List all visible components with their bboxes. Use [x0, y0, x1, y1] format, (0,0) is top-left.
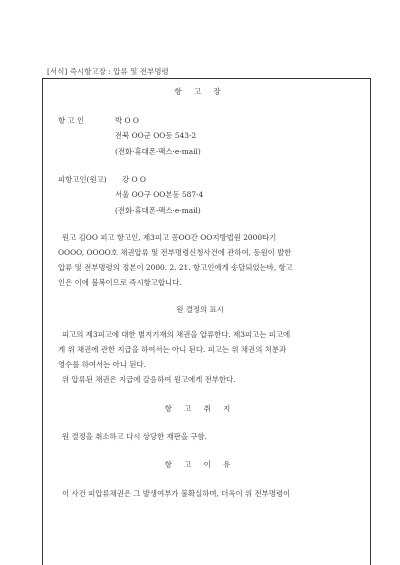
appellant-contact: (전화·휴대폰·팩스·e-mail) — [115, 147, 201, 156]
intro-line: 압류 및 전부명령의 정본이 2000. 2. 21. 항고인에게 송달되었는바, 항고 — [58, 263, 293, 272]
section1-line: 피고의 제3피고에 대한 별지기재의 채권을 압류한다. 제3피고는 피고에 — [62, 330, 291, 339]
section2-line: 원 결정을 취소하고 다시 상당한 재판을 구함. — [62, 432, 207, 441]
appellee-contact: (전화·휴대폰·팩스·e-mail) — [115, 206, 201, 215]
section1-line: 게 위 채권에 관한 지급을 하여서는 아니 된다. 피고는 위 채권의 처분과 — [58, 345, 287, 354]
intro-line: OOOO, OOOO호 채권압류 및 전부명령신청사건에 관하여, 동원이 발한 — [58, 248, 292, 257]
intro-line: 인은 이에 불복이므로 즉시항고합니다. — [58, 278, 182, 287]
document-title: 항 고 장 — [174, 87, 226, 96]
appellee-name: 강 O O — [122, 175, 146, 184]
appellee-label: 피항고인(원고) — [58, 175, 107, 184]
appellant-label: 항 고 인 — [58, 116, 85, 125]
appellant-name: 박 O O — [115, 116, 139, 125]
intro-line: 원고 김OO 피고 항고인, 제3피고 꽁OO간 OO지방법원 2000타기 — [62, 233, 277, 242]
section1-line: 영수를 하여서는 아니 된다. — [58, 360, 146, 369]
form-caption: [서식] 즉시항고장 : 압류 및 전부명령 — [47, 67, 169, 76]
section3-line: 이 사건 피압류채권은 그 발생여부가 불확실하며, 더욱이 위 전부명령이 — [62, 489, 291, 498]
section-heading-appeal-purpose: 항 고 취 지 — [164, 404, 236, 413]
appellant-address: 전북 OO군 OO동 543-2 — [115, 131, 197, 140]
section-heading-appeal-reasons: 항 고 이 유 — [164, 460, 236, 469]
appellee-address: 서울 OO구 OO본동 587-4 — [115, 190, 204, 199]
section1-line: 위 압류된 채권은 지급에 갈음하여 원고에게 전부한다. — [62, 375, 236, 384]
section-heading-original-decision: 원 결정의 표시 — [176, 305, 224, 314]
